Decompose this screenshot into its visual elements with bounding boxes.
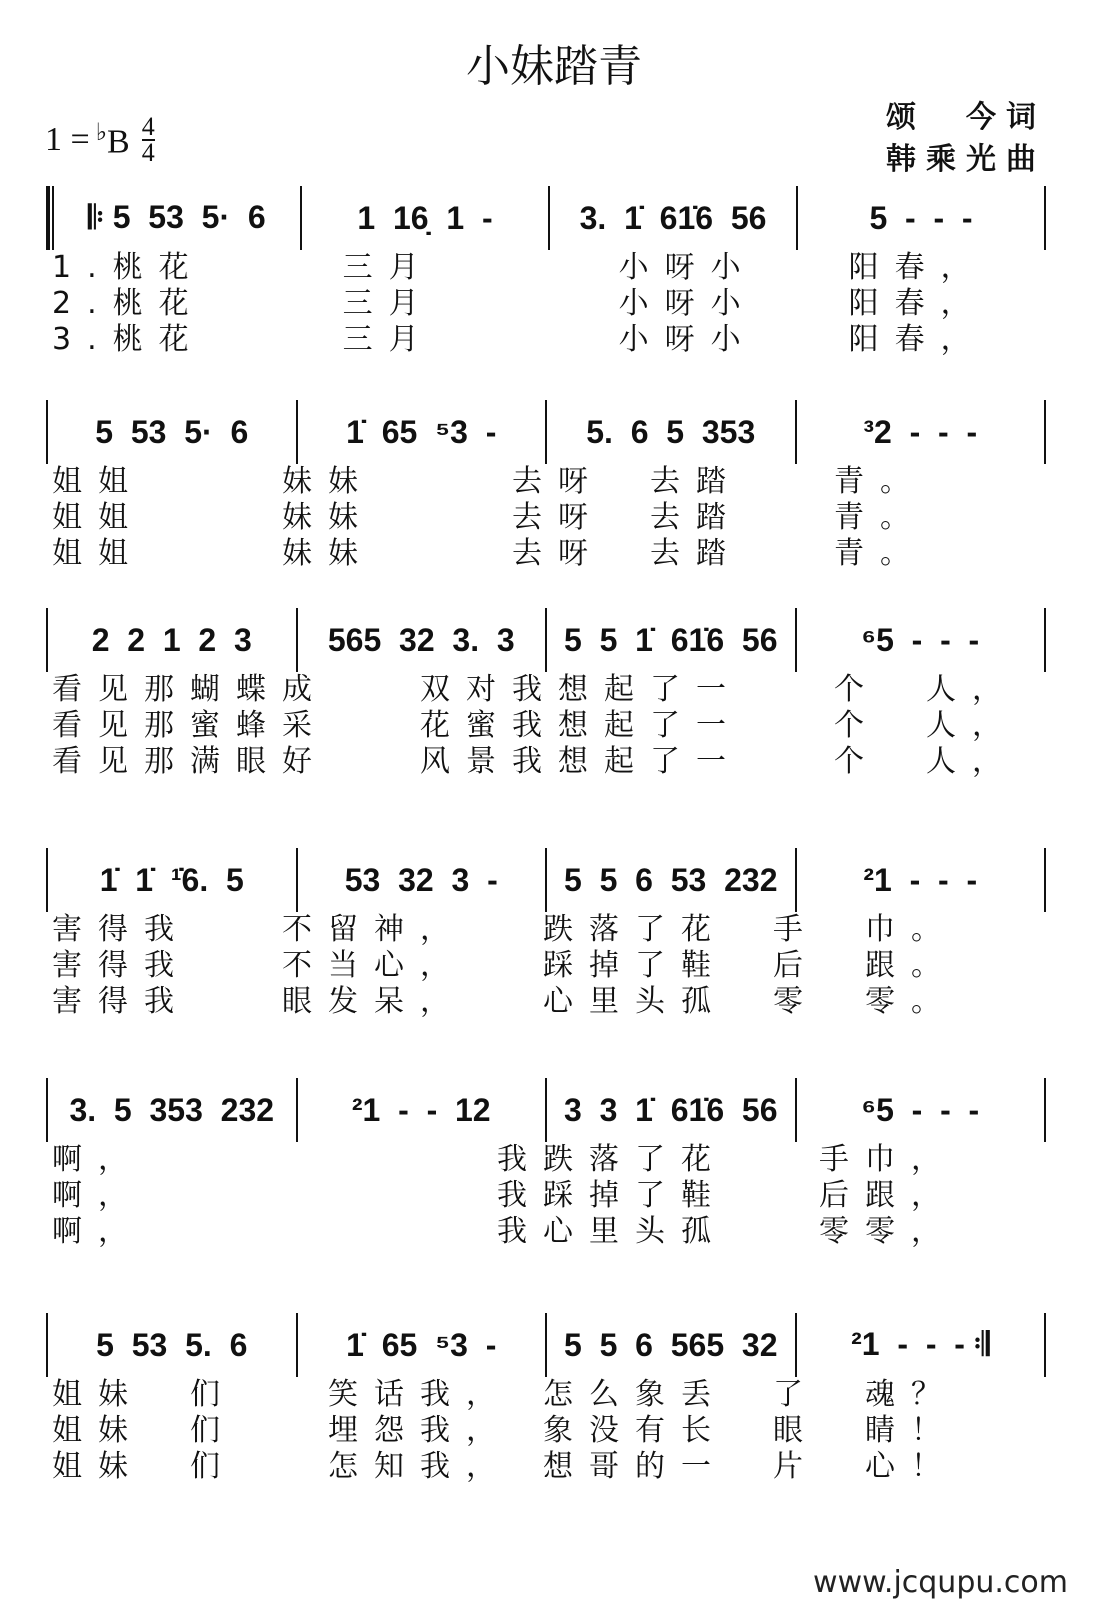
music-system	[46, 608, 1046, 780]
composer-credit: 韩乘光曲	[886, 142, 1046, 177]
measure: 1 16̣ 1 -	[302, 186, 550, 250]
measure: ⁶5 - - -	[797, 1078, 1047, 1142]
measure: ²1 - - - 𝄇	[797, 1313, 1047, 1377]
key-signature	[45, 112, 155, 167]
lyric-verse-1: 姐妹 们 笑话我， 怎么象丢 了 魂？	[52, 1377, 957, 1412]
measure: 3 3 1̇ 61̇6 56	[547, 1078, 797, 1142]
time-signature	[141, 112, 155, 167]
time-bottom: 4	[141, 138, 155, 167]
lyric-verse-3: 姐妹 们 怎知我， 想哥的一 片 心！	[52, 1449, 957, 1484]
lyric-verse-1: 1.桃花 三月 小呀小 阳春，	[52, 250, 987, 285]
lyric-verse-1: 看见那蝴蝶成 双对我想起了一 个 人，	[52, 672, 1018, 707]
measure: 3. 5 353 232	[48, 1078, 298, 1142]
measure: ²1 - - -	[797, 848, 1047, 912]
notation-line	[46, 1078, 1046, 1142]
measure: 5 53 5. 6	[48, 1313, 298, 1377]
time-top: 4	[141, 112, 155, 141]
notation-line	[46, 608, 1046, 672]
music-system	[46, 1313, 1046, 1485]
flat-sign: ♭	[95, 120, 108, 147]
notation-line	[46, 848, 1046, 912]
music-system	[46, 400, 1046, 572]
lyric-verse-3: 看见那满眼好 风景我想起了一 个 人，	[52, 744, 1018, 779]
lyricist-credit: 颂 今词	[886, 100, 1046, 135]
measure: ⁶5 - - -	[797, 608, 1047, 672]
measure: 565 32 3. 3	[298, 608, 548, 672]
lyric-verse-1: 姐姐 妹妹 去呀 去踏 青。	[52, 464, 926, 499]
notation-line	[46, 186, 1046, 250]
music-system	[46, 186, 1046, 358]
lyric-verse-3: 害得我 眼发呆， 心里头孤 零 零。	[52, 984, 957, 1019]
measure: 1̇ 65 ⁵3 -	[298, 1313, 548, 1377]
measure: 5 5 1̇ 61̇6 56	[547, 608, 797, 672]
notation-line	[46, 400, 1046, 464]
measure: 1̇ 1̇ ¹̇6. 5	[48, 848, 298, 912]
measure: 5 5 6 565 32	[547, 1313, 797, 1377]
lyric-verse-2: 啊， 我踩掉了鞋 后跟，	[52, 1178, 957, 1213]
measure: 5 - - -	[798, 186, 1046, 250]
music-system	[46, 1078, 1046, 1250]
lyric-verse-2: 姐妹 们 埋怨我， 象没有长 眼 睛！	[52, 1413, 957, 1448]
song-title: 小妹踏青	[466, 41, 642, 92]
measure: 5. 6 5 353	[547, 400, 797, 464]
measure: ²1 - - 12	[298, 1078, 548, 1142]
lyric-verse-2: 害得我 不当心， 踩掉了鞋 后 跟。	[52, 948, 957, 983]
lyric-verse-3: 3.桃花 三月 小呀小 阳春，	[52, 322, 987, 357]
lyric-verse-2: 姐姐 妹妹 去呀 去踏 青。	[52, 500, 926, 535]
measure: 5 5 6 53 232	[547, 848, 797, 912]
lyric-verse-3: 啊， 我心里头孤 零零，	[52, 1214, 957, 1249]
lyric-verse-2: 看见那蜜蜂采 花蜜我想起了一 个 人，	[52, 708, 1018, 743]
measure: 3. 1̇ 61̇6 56	[550, 186, 798, 250]
music-system	[46, 848, 1046, 1020]
key-note: B	[107, 123, 130, 161]
measure: 𝄆 5 53 5· 6	[48, 186, 302, 250]
measure: 1̇ 65 ⁵3 -	[298, 400, 548, 464]
website-watermark: www.jcqupu.com	[813, 1565, 1068, 1600]
measure: 5 53 5· 6	[48, 400, 298, 464]
measure: ³2 - - -	[797, 400, 1047, 464]
measure: 53 32 3 -	[298, 848, 548, 912]
lyric-verse-2: 2.桃花 三月 小呀小 阳春，	[52, 286, 987, 321]
lyric-verse-3: 姐姐 妹妹 去呀 去踏 青。	[52, 536, 926, 571]
key-tonic: 1 =	[45, 121, 90, 158]
measure: 2 2 1 2 3	[48, 608, 298, 672]
lyric-verse-1: 啊， 我跌落了花 手巾，	[52, 1142, 957, 1177]
notation-line	[46, 1313, 1046, 1377]
lyric-verse-1: 害得我 不留神， 跌落了花 手 巾。	[52, 912, 957, 947]
